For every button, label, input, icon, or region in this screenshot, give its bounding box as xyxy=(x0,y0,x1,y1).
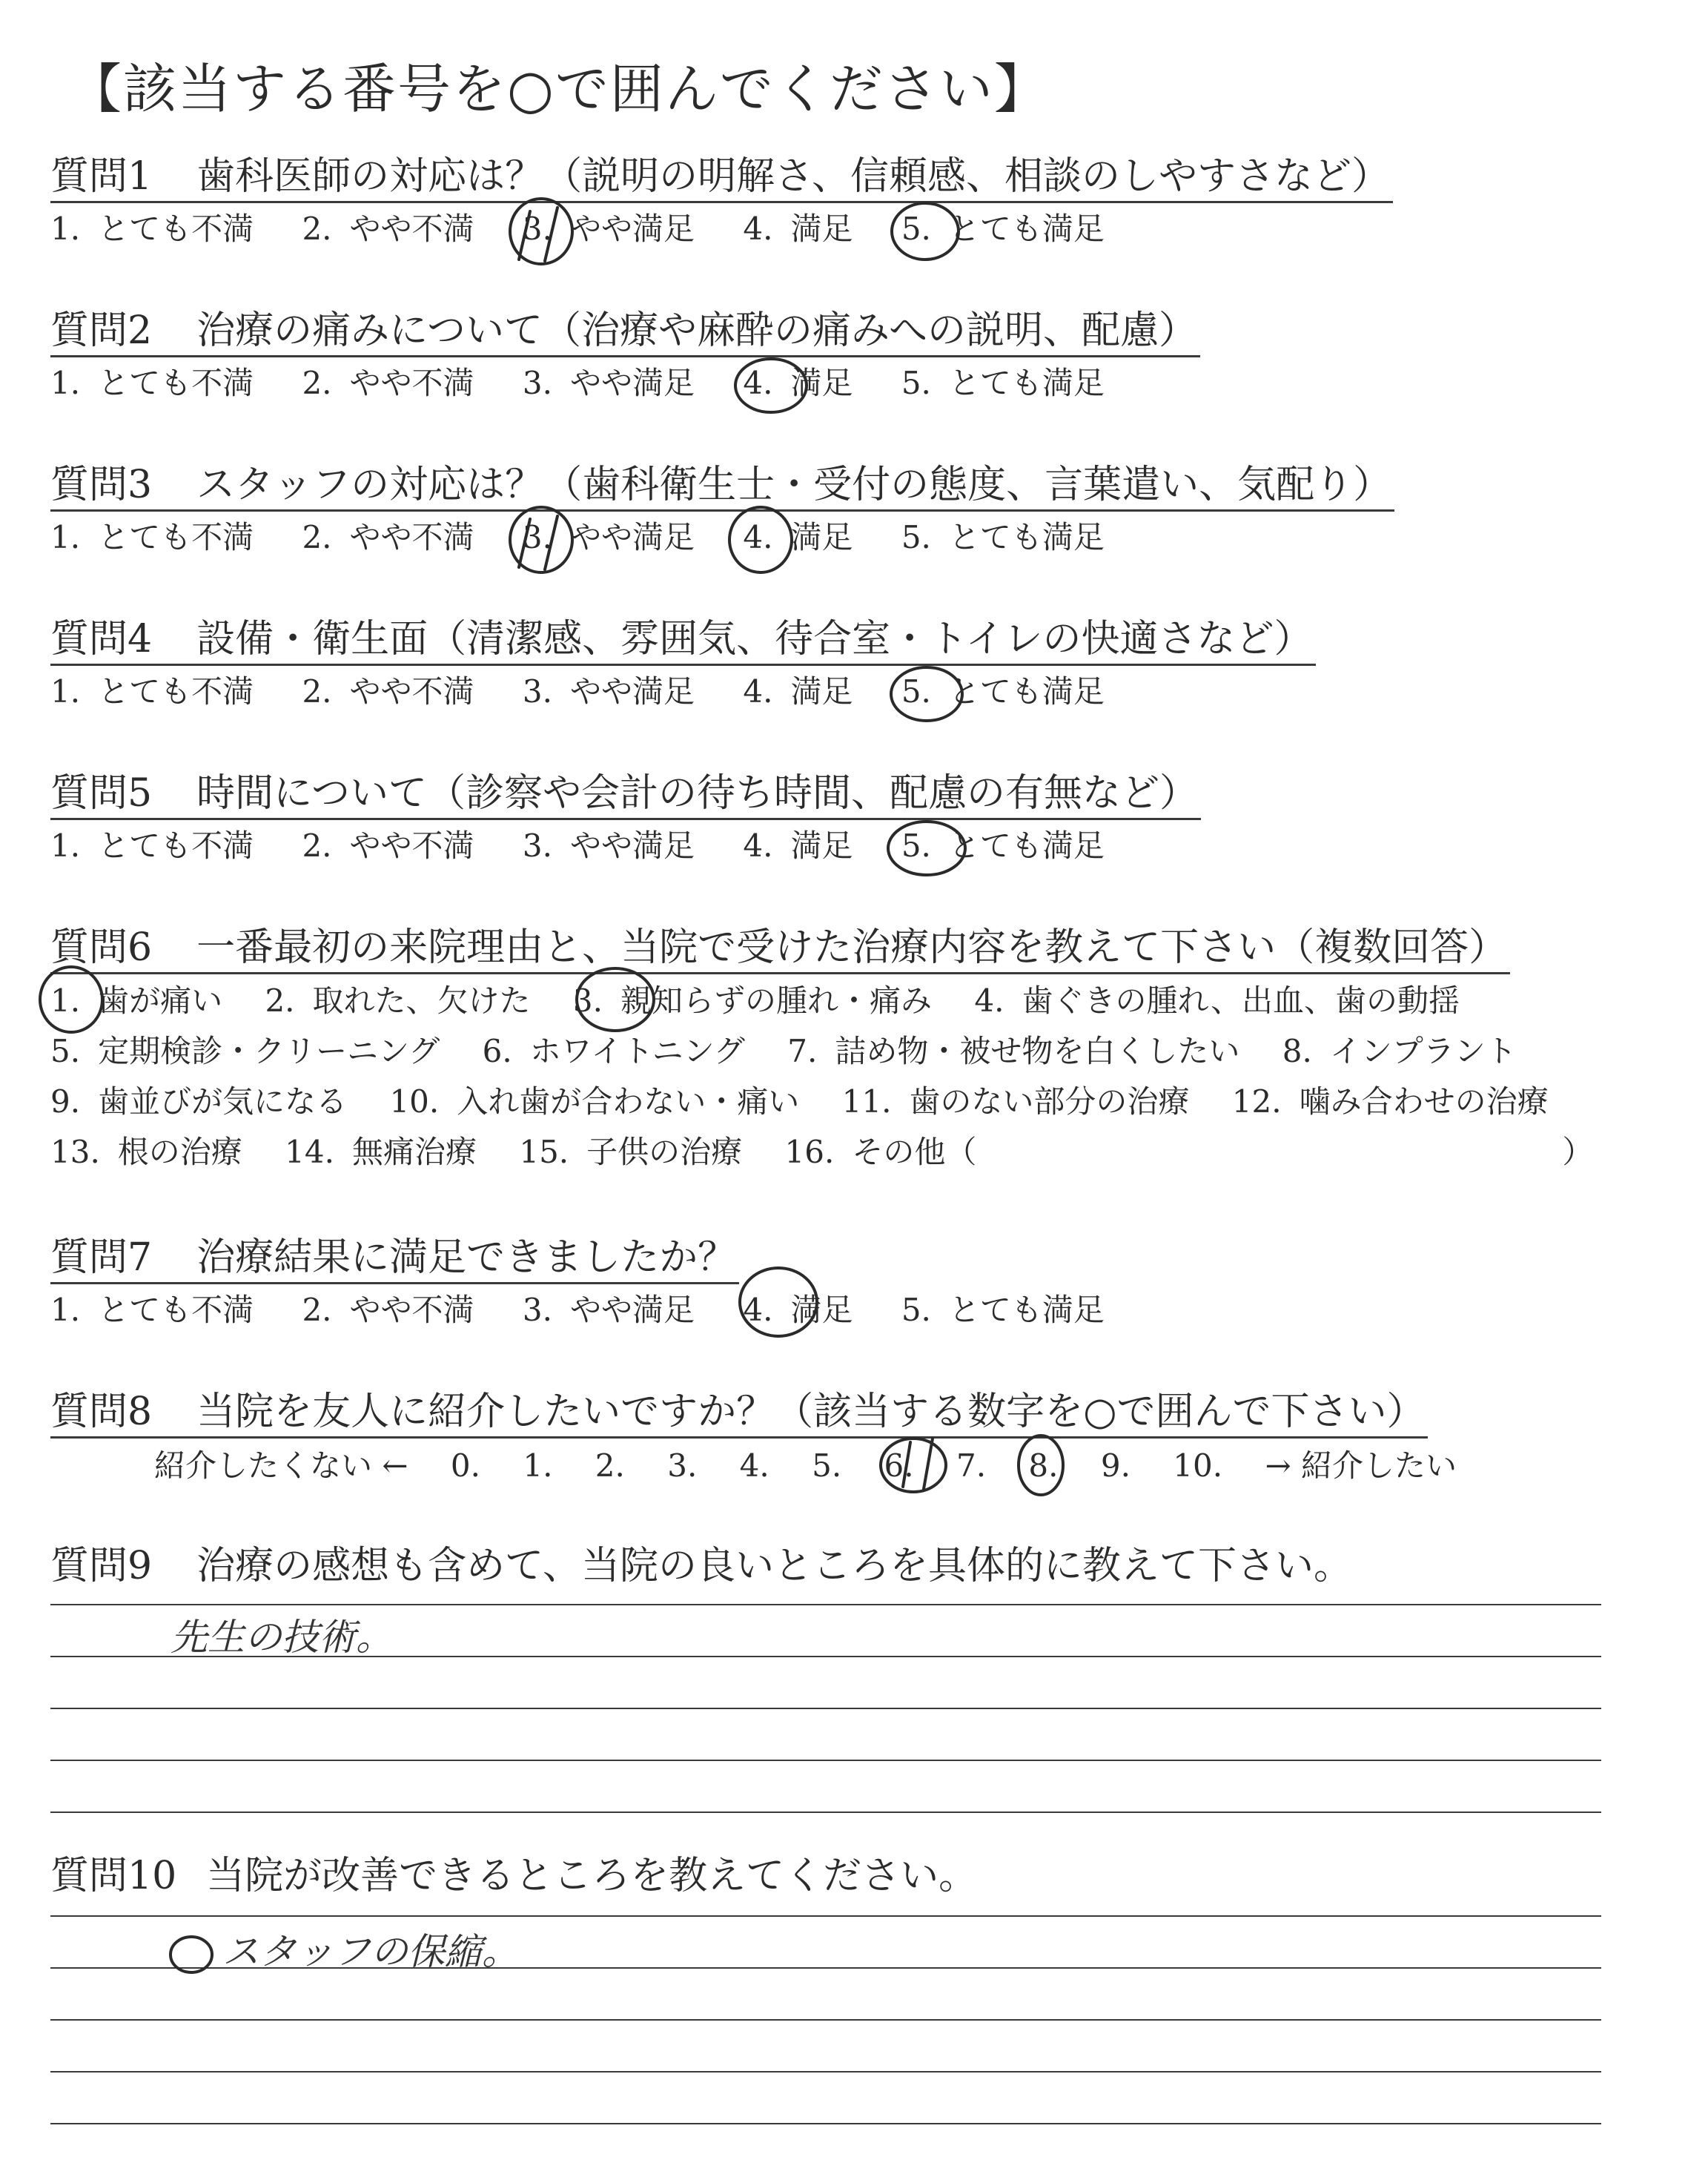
option-2[interactable]: 2. 取れた、欠けた xyxy=(265,982,531,1019)
option-11[interactable]: 11. 歯のない部分の治療 xyxy=(841,1083,1190,1120)
scale-option-2[interactable]: 2. xyxy=(595,1447,625,1484)
question-header xyxy=(50,1387,1428,1439)
scale-option-5[interactable]: 5. xyxy=(812,1447,842,1484)
rating-options xyxy=(50,206,1393,252)
option-14[interactable]: 14. 無痛治療 xyxy=(285,1134,477,1170)
option-4[interactable]: 4. 満足 xyxy=(743,1292,853,1328)
option-1[interactable]: 1. とても不満 xyxy=(50,673,254,710)
question-number: 質問1 xyxy=(50,154,153,199)
question-header xyxy=(50,769,1201,820)
option-row xyxy=(50,1127,1593,1178)
scale-option-8[interactable]: 8. xyxy=(1028,1447,1059,1484)
question-3 xyxy=(50,460,1394,561)
scale-option-1[interactable]: 1. xyxy=(523,1447,553,1484)
option-10[interactable]: 10. 入れ歯が合わない・痛い xyxy=(389,1083,800,1120)
question-number: 質問2 xyxy=(50,308,153,353)
option-1[interactable]: 1. とても不満 xyxy=(50,1292,254,1328)
question-header xyxy=(50,1233,739,1284)
option-2[interactable]: 2. やや不満 xyxy=(302,519,474,555)
question-text: 当院が改善できるところを教えてください。 xyxy=(206,1854,978,1898)
option-4[interactable]: 4. 歯ぐきの腫れ、出血、歯の動揺 xyxy=(974,982,1460,1019)
scale-option-9[interactable]: 9. xyxy=(1100,1447,1131,1484)
question-number: 質問5 xyxy=(50,771,153,816)
option-3[interactable]: 3. やや満足 xyxy=(522,1292,695,1328)
question-1 xyxy=(50,152,1393,252)
question-text: 設備・衛生面（清潔感、雰囲気、待合室・トイレの快適さなど） xyxy=(196,617,1313,661)
reason-options xyxy=(50,976,1593,1178)
answer-line xyxy=(50,2071,1601,2073)
scale-option-4[interactable]: 4. xyxy=(739,1447,769,1484)
option-4[interactable]: 4. 満足 xyxy=(743,519,853,555)
option-2[interactable]: 2. やや不満 xyxy=(302,673,474,710)
option-row xyxy=(50,976,1593,1026)
handwritten-answer[interactable]: スタッフの保縮。 xyxy=(222,1930,519,1973)
question-4 xyxy=(50,615,1316,715)
option-4[interactable]: 4. 満足 xyxy=(743,828,853,864)
option-5[interactable]: 5. とても満足 xyxy=(901,828,1105,864)
question-number: 質問7 xyxy=(50,1235,153,1280)
scale-high-label: → 紹介したい xyxy=(1265,1447,1457,1484)
answer-line xyxy=(50,1915,1601,1917)
scale-option-10[interactable]: 10. xyxy=(1173,1447,1223,1484)
question-number: 質問6 xyxy=(50,925,153,970)
answer-line xyxy=(50,2123,1601,2124)
question-5 xyxy=(50,769,1201,869)
question-6 xyxy=(50,923,1593,1178)
option-3[interactable]: 3. やや満足 xyxy=(522,365,695,401)
option-7[interactable]: 7. 詰め物・被せ物を白くしたい xyxy=(787,1033,1240,1069)
question-header xyxy=(50,1542,1355,1591)
question-text: スタッフの対応は？（歯科衛生士・受付の態度、言葉遣い、気配り） xyxy=(196,463,1392,507)
scale-option-3[interactable]: 3. xyxy=(667,1447,698,1484)
option-row xyxy=(50,1077,1593,1127)
option-3[interactable]: 3. やや満足 xyxy=(522,519,695,555)
rating-options xyxy=(50,1287,1143,1333)
option-3[interactable]: 3. 親知らずの腫れ・痛み xyxy=(572,982,932,1019)
option-8[interactable]: 8. インプラント xyxy=(1282,1033,1517,1069)
option-5[interactable]: 5. とても満足 xyxy=(901,673,1105,710)
rating-options xyxy=(50,823,1201,869)
option-5[interactable]: 5. とても満足 xyxy=(901,1292,1105,1328)
option-5[interactable]: 5. とても満足 xyxy=(901,365,1105,401)
option-16[interactable]: 16. その他（ ） xyxy=(784,1134,1594,1170)
question-number: 質問4 xyxy=(50,617,153,661)
question-header xyxy=(50,615,1316,666)
rating-options xyxy=(50,360,1200,406)
question-number: 質問3 xyxy=(50,463,153,507)
answer-line xyxy=(50,1708,1601,1709)
scale-low-label: 紹介したくない ← xyxy=(154,1447,408,1484)
option-4[interactable]: 4. 満足 xyxy=(743,673,853,710)
rating-options xyxy=(50,515,1394,561)
option-6[interactable]: 6. ホワイトニング xyxy=(482,1033,745,1069)
question-10 xyxy=(50,1852,980,1900)
option-row xyxy=(50,1026,1593,1077)
option-15[interactable]: 15. 子供の治療 xyxy=(519,1134,743,1170)
handwritten-answer[interactable]: 先生の技術。 xyxy=(171,1616,393,1659)
question-number: 質問8 xyxy=(50,1390,153,1434)
question-header xyxy=(50,460,1394,512)
option-2[interactable]: 2. やや不満 xyxy=(302,1292,474,1328)
option-2[interactable]: 2. やや不満 xyxy=(302,828,474,864)
option-1[interactable]: 1. とても不満 xyxy=(50,519,254,555)
question-number: 質問10 xyxy=(50,1854,177,1898)
question-header xyxy=(50,306,1200,357)
answer-line xyxy=(50,2019,1601,2021)
question-text: 治療結果に満足できましたか？ xyxy=(196,1235,737,1280)
option-1[interactable]: 1. とても不満 xyxy=(50,211,254,247)
option-12[interactable]: 12. 噛み合わせの治療 xyxy=(1231,1083,1549,1120)
option-3[interactable]: 3. やや満足 xyxy=(522,673,695,710)
question-7 xyxy=(50,1233,1143,1333)
option-1[interactable]: 1. とても不満 xyxy=(50,365,254,401)
page-title: 【該当する番号を○で囲んでください】 xyxy=(68,58,1049,120)
option-13[interactable]: 13. 根の治療 xyxy=(50,1134,242,1170)
option-9[interactable]: 9. 歯並びが気になる xyxy=(50,1083,348,1120)
rating-options xyxy=(50,669,1316,715)
question-text: 歯科医師の対応は？（説明の明解さ、信頼感、相談のしやすさなど） xyxy=(196,154,1391,199)
question-header xyxy=(50,923,1510,974)
option-5[interactable]: 5. とても満足 xyxy=(901,519,1105,555)
option-4[interactable]: 4. 満足 xyxy=(743,365,853,401)
option-1[interactable]: 1. とても不満 xyxy=(50,828,254,864)
answer-line xyxy=(50,1811,1601,1813)
question-8 xyxy=(50,1387,1489,1489)
question-text: 時間について（診察や会計の待ち時間、配慮の有無など） xyxy=(196,771,1199,816)
scale-option-7[interactable]: 7. xyxy=(956,1447,987,1484)
option-4[interactable]: 4. 満足 xyxy=(743,211,853,247)
option-5[interactable]: 5. とても満足 xyxy=(901,211,1105,247)
question-number: 質問9 xyxy=(50,1544,153,1588)
question-2 xyxy=(50,306,1200,406)
answer-line xyxy=(50,1604,1601,1605)
question-text: 当院を友人に紹介したいですか？（該当する数字を○で囲んで下さい） xyxy=(196,1390,1426,1434)
scale-option-6[interactable]: 6. xyxy=(884,1447,914,1484)
scale-option-0[interactable]: 0. xyxy=(450,1447,480,1484)
option-2[interactable]: 2. やや不満 xyxy=(302,365,474,401)
recommend-scale xyxy=(154,1443,1489,1489)
question-text: 治療の痛みについて（治療や麻酔の痛みへの説明、配慮） xyxy=(196,308,1198,353)
question-9 xyxy=(50,1542,1355,1591)
question-text: 一番最初の来院理由と、当院で受けた治療内容を教えて下さい（複数回答） xyxy=(196,925,1508,970)
option-1[interactable]: 1. 歯が痛い xyxy=(50,982,223,1019)
question-header xyxy=(50,1852,980,1900)
option-2[interactable]: 2. やや不満 xyxy=(302,211,474,247)
question-header xyxy=(50,152,1393,203)
option-5[interactable]: 5. 定期検診・クリーニング xyxy=(50,1033,440,1069)
option-3[interactable]: 3. やや満足 xyxy=(522,828,695,864)
option-3[interactable]: 3. やや満足 xyxy=(522,211,695,247)
answer-line xyxy=(50,1760,1601,1761)
question-text: 治療の感想も含めて、当院の良いところを具体的に教えて下さい。 xyxy=(196,1544,1353,1588)
